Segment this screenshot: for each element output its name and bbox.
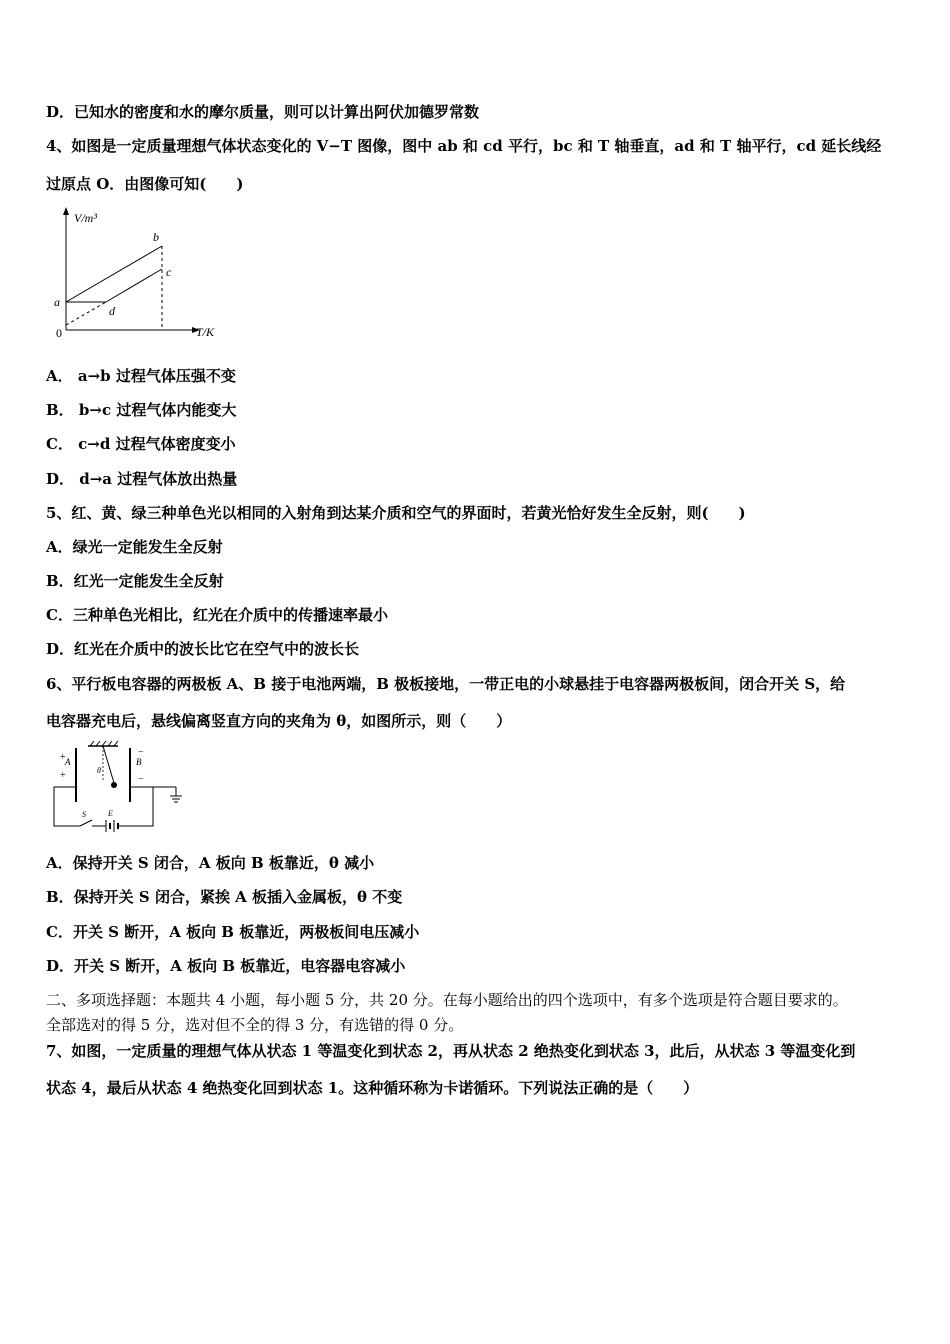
- origin-label: 0: [56, 326, 62, 340]
- q6-stem-line-1: 6、平行板电容器的两极板 A、B 接于电池两端，B 极板接地，一带正电的小球悬挂于电容器两极板间，闭合开关 S，给: [46, 675, 846, 693]
- plate-a-label: A: [65, 757, 71, 767]
- q4-stem-line-1: 4、如图是一定质量理想气体状态变化的 V−T 图像，图中 ab 和 cd 平行，bc 和 T 轴垂直，ad 和 T 轴平行，cd 延长线经: [46, 137, 882, 155]
- q5-option-c: C．三种单色光相比，红光在介质中的传播速率最小: [46, 606, 388, 624]
- suspension-thread: [103, 746, 114, 783]
- point-a-label: a: [54, 295, 60, 309]
- plate-a-plus-sign: +: [60, 752, 66, 763]
- q4-option-d: D． d→a 过程气体放出热量: [46, 470, 238, 488]
- q5-stem: 5、红、黄、绿三种单色光以相同的入射角到达某介质和空气的界面时，若黄光恰好发生全反射，则( ): [46, 504, 746, 522]
- q6-option-d: D．开关 S 断开，A 板向 B 板靠近，电容器电容减小: [46, 957, 406, 975]
- plate-b-minus-sign: −: [138, 747, 144, 758]
- vt-graph-figure: [46, 205, 226, 349]
- q6-option-c: C．开关 S 断开，A 板向 B 板靠近，两极板间电压减小: [46, 923, 420, 941]
- plate-a-plus-sign-2: +: [60, 770, 66, 781]
- vt-graph: [46, 205, 226, 345]
- q3-option-d: D．已知水的密度和水的摩尔质量，则可以计算出阿伏加德罗常数: [46, 103, 480, 121]
- q7-stem-line-2: 状态 4，最后从状态 4 绝热变化回到状态 1。这种循环称为卡诺循环。下列说法正确的是（ ）: [46, 1079, 699, 1097]
- q6-option-a: A．保持开关 S 闭合，A 板向 B 板靠近，θ 减小: [46, 854, 375, 872]
- q6-option-b: B．保持开关 S 闭合，紧挨 A 板插入金属板，θ 不变: [46, 888, 403, 906]
- charged-ball: [111, 782, 117, 788]
- point-b-label: b: [153, 230, 159, 244]
- t-axis-label: T/K: [196, 325, 215, 339]
- q5-option-b: B．红光一定能发生全反射: [46, 572, 224, 590]
- q5-option-d: D．红光在介质中的波长比它在空气中的波长长: [46, 640, 360, 658]
- section-2-heading-line-2: 全部选对的得 5 分，选对但不全的得 3 分，有选错的得 0 分。: [46, 1016, 464, 1034]
- point-c-label: c: [166, 265, 172, 279]
- battery-label: E: [108, 809, 113, 818]
- capacitor-circuit: [46, 740, 196, 835]
- q4-option-c: C． c→d 过程气体密度变小: [46, 435, 236, 453]
- plate-b-minus-sign-2: −: [138, 774, 144, 785]
- v-axis-label: V/m³: [74, 211, 97, 225]
- section-2-heading-line-1: 二、多项选择题：本题共 4 小题，每小题 5 分，共 20 分。在每小题给出的四个选项中，有多个选项是符合题目要求的。: [46, 991, 848, 1009]
- q6-stem-line-2: 电容器充电后，悬线偏离竖直方向的夹角为 θ，如图所示，则（ ）: [46, 712, 512, 730]
- capacitor-circuit-figure: [46, 740, 196, 839]
- wire-right: [118, 787, 153, 826]
- switch-label: S: [82, 810, 86, 819]
- q4-stem-line-2: 过原点 O．由图像可知( ): [46, 175, 244, 193]
- q5-option-a: A．绿光一定能发生全反射: [46, 538, 223, 556]
- plate-b-label: B: [136, 757, 142, 767]
- angle-theta-label: θ: [97, 766, 101, 775]
- line-od-extension: [66, 302, 106, 325]
- line-ab: [66, 246, 162, 302]
- switch-s: [80, 820, 92, 826]
- q4-option-a: A． a→b 过程气体压强不变: [46, 367, 236, 385]
- point-d-label: d: [109, 304, 115, 318]
- q7-stem-line-1: 7、如图，一定质量的理想气体从状态 1 等温变化到状态 2，再从状态 2 绝热变化到状态 3，此后，从状态 3 等温变化到: [46, 1042, 856, 1060]
- q4-option-b: B． b→c 过程气体内能变大: [46, 401, 237, 419]
- v-axis-arrow: [63, 207, 69, 215]
